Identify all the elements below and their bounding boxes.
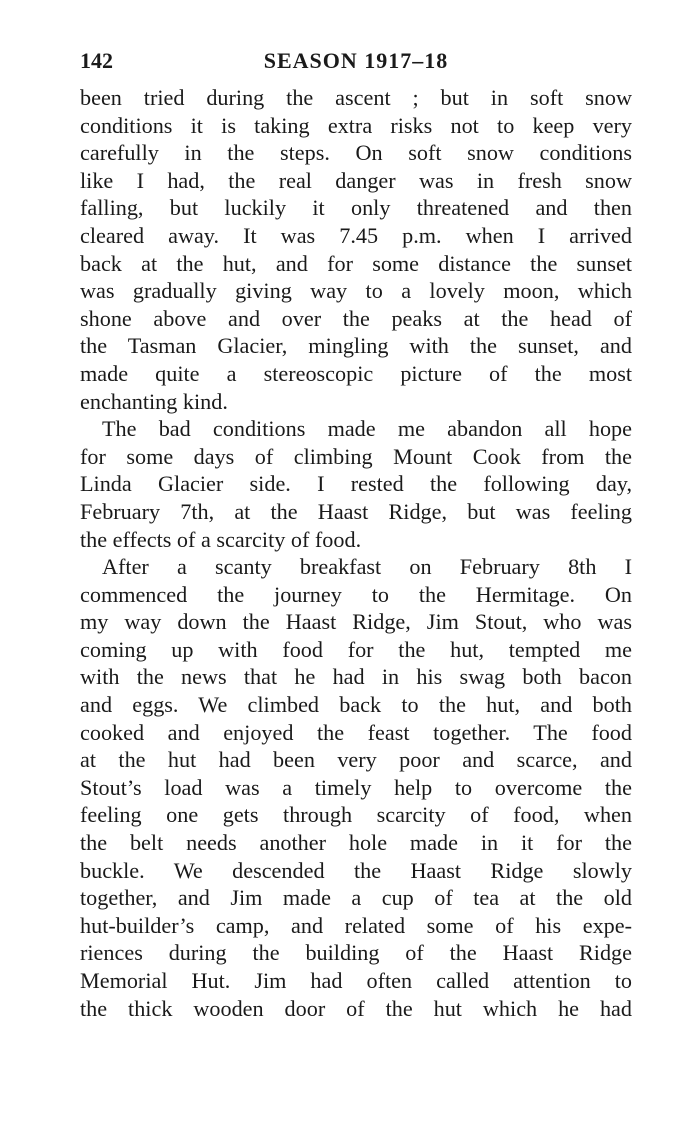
text-line: commenced the journey to the Hermitage. On bbox=[80, 581, 632, 607]
text-line: enchanting kind. bbox=[80, 388, 228, 414]
paragraph bbox=[80, 415, 632, 553]
text-line: made quite a stereoscopic picture of the most bbox=[80, 360, 632, 386]
text-line: Stout’s load was a timely help to overcome the bbox=[80, 774, 632, 800]
page-number: 142 bbox=[80, 48, 113, 73]
text-line: the thick wooden door of the hut which he had bbox=[80, 995, 632, 1021]
paragraph bbox=[80, 84, 632, 415]
running-head: SEASON 1917–18 bbox=[263, 48, 449, 73]
text-line: After a scanty breakfast on February 8th I bbox=[102, 554, 632, 580]
text-line: the Tasman Glacier, mingling with the sunset, and bbox=[80, 333, 632, 359]
text-line: hut-builder’s camp, and related some of his expe- bbox=[80, 912, 632, 938]
text-line: cooked and enjoyed the feast together. The food bbox=[80, 719, 632, 745]
text-line: at the hut had been very poor and scarce, and bbox=[80, 747, 632, 773]
text-line: my way down the Haast Ridge, Jim Stout, who was bbox=[80, 609, 632, 635]
text-line: with the news that he had in his swag both bacon bbox=[80, 664, 632, 690]
text-line: was gradually giving way to a lovely moon, which bbox=[80, 278, 632, 304]
text-line: feeling one gets through scarcity of food, when bbox=[80, 802, 632, 828]
text-line: the belt needs another hole made in it for the bbox=[80, 830, 632, 856]
page-header bbox=[80, 44, 632, 78]
text-line: falling, but luckily it only threatened and then bbox=[80, 195, 632, 221]
body-text bbox=[80, 84, 632, 1022]
text-line: coming up with food for the hut, tempted me bbox=[80, 636, 632, 662]
text-line: together, and Jim made a cup of tea at the old bbox=[80, 885, 632, 911]
text-line: Memorial Hut. Jim had often called attention to bbox=[80, 968, 632, 993]
paragraph bbox=[80, 553, 632, 1022]
text-line: cleared away. It was 7.45 p.m. when I arrived bbox=[80, 222, 632, 248]
text-line: back at the hut, and for some distance the sunset bbox=[80, 250, 632, 276]
text-line: February 7th, at the Haast Ridge, but was feeling bbox=[80, 498, 632, 524]
text-line: The bad conditions made me abandon all hope bbox=[102, 416, 632, 442]
text-line: shone above and over the peaks at the head of bbox=[80, 305, 632, 331]
text-line: riences during the building of the Haast Ridge bbox=[80, 940, 632, 966]
text-line: carefully in the steps. On soft snow conditions bbox=[80, 140, 632, 166]
text-line: been tried during the ascent ; but in soft snow bbox=[80, 85, 632, 110]
text-line: and eggs. We climbed back to the hut, and both bbox=[80, 692, 632, 718]
text-line: Linda Glacier side. I rested the following day, bbox=[80, 471, 632, 497]
text-line: like I had, the real danger was in fresh snow bbox=[80, 167, 632, 193]
text-line: the effects of a scarcity of food. bbox=[80, 526, 362, 552]
text-line: for some days of climbing Mount Cook from the bbox=[80, 443, 632, 469]
text-line: buckle. We descended the Haast Ridge slowly bbox=[80, 857, 632, 883]
text-line: conditions it is taking extra risks not to keep very bbox=[80, 112, 632, 138]
